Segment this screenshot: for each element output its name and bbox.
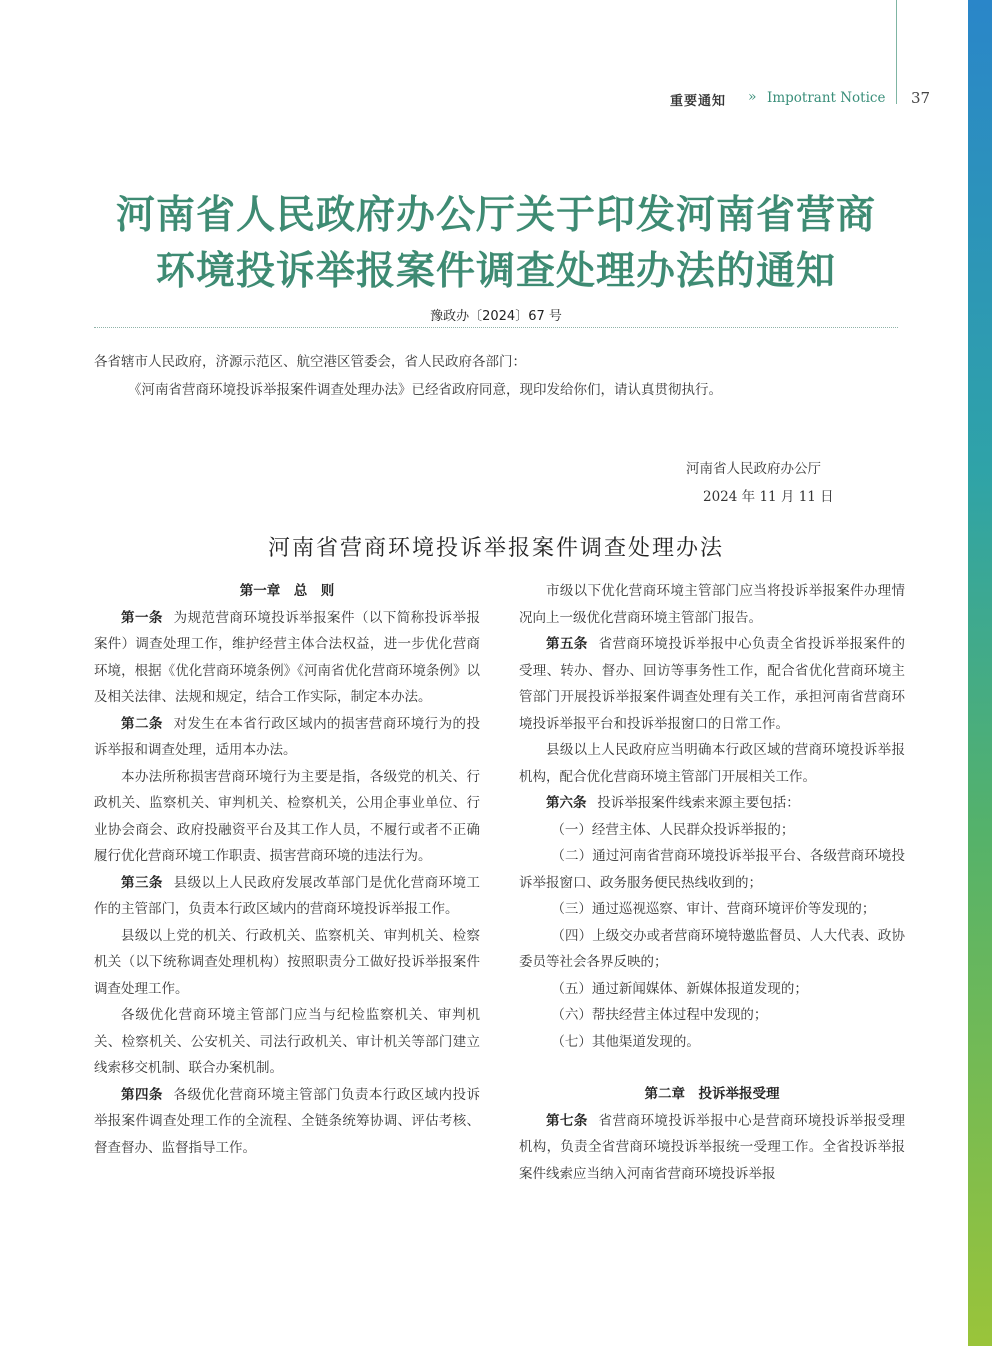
article-text: 省营商环境投诉举报中心是营商环境投诉举报受理机构，负责全省营商环境投诉举报统一受理工作。全省投诉举报案件线索应当纳入河南省营商环境投诉举报 (519, 1112, 906, 1182)
notice-title-line2: 环境投诉举报案件调查处理办法的通知 (155, 249, 836, 294)
article-label: 第四条 (121, 1086, 163, 1103)
article-text: 省营商环境投诉举报中心负责全省投诉举报案件的受理、转办、督办、回访等事务性工作，配合省优化营商环境主管部门开展投诉举报案件调查处理有关工作，承担河南省营商环境投诉举报平台和投诉举报窗口的日常工作。 (519, 636, 906, 732)
article-label: 第二条 (121, 715, 163, 732)
article-text: 投诉举报案件线索来源主要包括： (597, 795, 800, 811)
list-item: （七）其他渠道发现的。 (551, 1033, 700, 1050)
article-5 (519, 631, 905, 737)
article-6 (519, 790, 905, 817)
signature-org: 河南省人民政府办公厅 (686, 461, 821, 477)
page-number: 37 (911, 89, 931, 107)
list-item: （五）通过新闻媒体、新媒体报道发现的； (551, 980, 808, 997)
chapter-heading: 第二章 投诉举报受理 (644, 1086, 780, 1102)
article-text: 各级优化营商环境主管部门负责本行政区域内投诉举报案件调查处理工作的全流程、全链条统筹协调、评估考核、督查督办、监督指导工作。 (94, 1086, 481, 1156)
article-text: 为规范营商环境投诉举报案件（以下简称投诉举报案件）调查处理工作，维护经营主体合法权益，进一步优化营商环境，根据《优化营商环境条例》《河南省优化营商环境条例》以及相关法律、法规和规定，结合工作实际，制定本办法。 (94, 609, 481, 705)
intro-body: 《河南省营商环境投诉举报案件调查处理办法》已经省政府同意，现印发给你们，请认真贯彻执行。 (128, 382, 722, 398)
chapter-heading: 第一章 总 则 (239, 583, 335, 599)
list-item: （一）经营主体、人民群众投诉举报的； (551, 821, 795, 838)
paragraph: 县级以上党的机关、行政机关、监察机关、审判机关、检察机关（以下统称调查处理机构）按照职责分工做好投诉举报案件调查处理工作。 (94, 927, 480, 997)
addressee-line: 各省辖市人民政府，济源示范区、航空港区管委会，省人民政府各部门： (94, 354, 526, 370)
document-number: 豫政办〔2024〕67 号 (430, 309, 562, 324)
paragraph: 县级以上人民政府应当明确本行政区域的营商环境投诉举报机构，配合优化营商环境主管部门开展相关工作。 (519, 742, 905, 785)
notice-title-line1: 河南省人民政府办公厅关于印发河南省营商 (115, 193, 876, 238)
running-header (660, 89, 900, 109)
article-7 (519, 1108, 905, 1188)
header-section-cn: 重要通知 (670, 94, 727, 109)
right-column (519, 578, 905, 1187)
paragraph: 市级以下优化营商环境主管部门应当将投诉举报案件办理情况向上一级优化营商环境主管部门报告。 (519, 583, 905, 626)
signature-date: 2024 年 11 月 11 日 (703, 489, 834, 505)
paragraph: 本办法所称损害营商环境行为主要是指，各级党的机关、行政机关、监察机关、审判机关、检察机关，公用企事业单位、行业协会商会、政府投融资平台及其工作人员，不履行或者不正确履行优化营商环境工作职责、损害营商环境的违法行为。 (94, 768, 480, 864)
article-3 (94, 870, 480, 923)
article-2 (94, 711, 480, 764)
article-text: 县级以上人民政府发展改革部门是优化营商环境工作的主管部门，负责本行政区域内的营商环境投诉举报工作。 (94, 874, 481, 917)
side-color-bar (968, 0, 992, 1346)
article-text: 对发生在本省行政区域内的损害营商环境行为的投诉举报和调查处理，适用本办法。 (94, 715, 481, 758)
list-item: （六）帮扶经营主体过程中发现的； (551, 1007, 768, 1023)
header-section-en: Impotrant Notice (767, 90, 886, 106)
article-label: 第七条 (546, 1112, 588, 1129)
list-item: （三）通过巡视巡察、审计、营商环境评价等发现的； (551, 901, 876, 917)
measures-title: 河南省营商环境投诉举报案件调查处理办法 (267, 536, 724, 561)
article-label: 第五条 (546, 636, 588, 652)
dotted-divider (94, 327, 898, 328)
article-label: 第三条 (121, 874, 163, 891)
paragraph: 各级优化营商环境主管部门应当与纪检监察机关、审判机关、检察机关、公安机关、司法行政机关、审计机关等部门建立线索移交机制、联合办案机制。 (94, 1007, 480, 1076)
left-column (94, 578, 480, 1161)
article-label: 第六条 (546, 795, 587, 811)
article-1 (94, 605, 480, 711)
list-item: （四）上级交办或者营商环境特邀监督员、人大代表、政协委员等社会各界反映的； (519, 927, 905, 970)
article-4 (94, 1082, 480, 1162)
double-chevron-icon: » (748, 89, 757, 105)
article-label: 第一条 (121, 609, 163, 626)
list-item: （二）通过河南省营商环境投诉举报平台、各级营商环境投诉举报窗口、政务服务便民热线收到的； (519, 848, 905, 891)
